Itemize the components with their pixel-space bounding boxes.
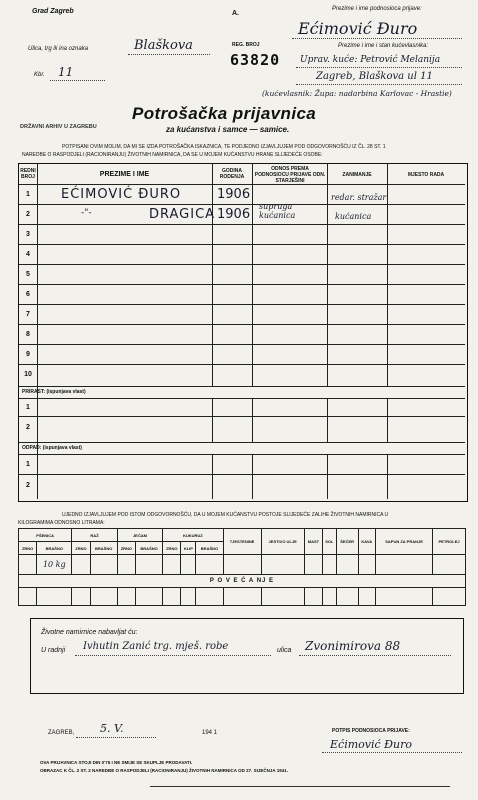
person-occupation: redar. stražar [331,193,387,202]
footer-line-1: OVA PRIJAVNICA STOJI DIN 0'75 I NE SMIJE SE SKUPLJE PRODAVATI. [40,760,193,765]
kbr-underline [50,80,105,81]
purchase-street-value: Zvonimirova 88 [305,639,401,653]
decrease-label: ODPAD: (ispunjava vlast) [22,445,82,451]
sub-header: BRAŠNO [196,542,223,555]
group-header: RAŽ [72,529,117,542]
col-header: PETROLEJ [433,529,466,555]
col-num-header: REDNI BROJ [20,168,36,180]
purchase-street-underline [299,655,451,656]
signature-year: 194 1 [202,730,218,736]
manager-value-1: Uprav. kuće: Petrović Melanija [300,55,441,65]
city-label: Grad Zagreb [32,8,74,15]
street-label: Ulica, trg ili ina oznaka [28,46,89,52]
person-occupation: kućanica [335,212,372,221]
signature-value: Ećimović Đuro [330,738,412,751]
reserves-table [18,528,466,606]
row-num: 7 [26,311,30,318]
person-relation: supruga kućanica [259,202,296,220]
kbr-value: 11 [58,65,74,79]
form-title: Potrošačka prijavnica [132,104,317,123]
signature-underline [322,752,462,753]
form-subtitle: za kućanstva i samce — samice. [166,125,290,134]
intro-line-1: POTPISANI OVIM MOLIM, DA MI SE IZDA POTROŠAČKA ISKAZNICA, TE PODJEDNO IZJAVLJUJEM POD ODGOVORNOŠĆU IZ ČL. 28 ST. 1 [62,144,386,150]
sub-header: ZRNO [117,542,135,555]
shop-underline [75,655,271,656]
person-name: EĆIMOVIĆ ĐURO [61,187,182,202]
sub-header: BRAŠNO [90,542,117,555]
manager-value-3: (kućevlasnik: Župa: nadarbina Karlovac - Hrastie) [262,89,452,98]
date-underline [76,737,156,738]
reserves-text-2: KILOGRAMIMA ODNOSNO LITRAMA: [18,520,105,526]
col-name-header: PREZIME I IME [99,171,150,178]
col-workplace-header: MJESTO RADA [407,172,445,178]
form-letter: A. [232,10,239,17]
person-name: DRAGICA [149,207,216,222]
row-num: 1 [26,191,30,198]
street-underline [128,54,210,55]
reg-number: 63820 [230,51,281,69]
persons-table [18,163,468,502]
col-header: TJESTENINE [223,529,261,555]
col-header: SAPUN ZA PRANJE [375,529,432,555]
purchase-box [30,618,464,694]
sub-header: ZRNO [163,542,181,555]
row-num: 9 [26,351,30,358]
person-year: 1906 [217,207,251,222]
applicant-label: Prezime i ime podnosioca prijave: [332,6,422,12]
sub-header: BRAŠNO [37,542,72,555]
col-header: SOL [323,529,337,555]
col-header: KAVA [358,529,375,555]
group-header: KUKURUZ [163,529,223,542]
shop-label: U radnji [41,647,66,654]
col-header: MAST [304,529,322,555]
bottom-edge-strip [150,786,450,797]
purchase-street-label: ulica [277,647,292,654]
group-header: PŠENICA [19,529,72,542]
manager-underline-2 [296,84,462,85]
person-year: 1906 [217,187,251,202]
kbr-label: Kbr. [34,72,45,78]
footer-line-2: OBRAZAC K ČL. 2 ST. 2 NAREDBE O RASPODJELI (RACIONIRANJU) ŽIVOTNIH NAMIRNICA OD 27. SIJEČNJA 1941. [40,768,288,773]
manager-label: Prezime i ime i stan kućevlasnika: [338,43,429,49]
wheat-flour-value: 10 kg [37,555,72,575]
purchase-label: Životne namirnice nabavljat ću: [41,629,138,636]
manager-value-2: Zagreb, Blaškova ul 11 [316,71,433,82]
applicant-value: Ećimović Đuro [298,19,418,38]
signature-date: 5. V. [100,722,124,735]
increase-row-num: 2 [26,424,30,431]
increase-row-label: P O V E Ć A NJ E [19,575,466,588]
manager-underline-1 [296,67,462,68]
increase-row-num: 1 [26,404,30,411]
col-year-header: GODINA RODENJA [219,168,245,180]
signature-city: ZAGREB, [48,730,75,736]
street-value: Blaškova [134,38,193,53]
col-header: ŠEĆER [336,529,358,555]
group-header: JEČAM [117,529,162,542]
col-occupation-header: ZANIMANJE [342,172,372,178]
reg-label: REG. BROJ [232,42,260,48]
row-num: 8 [26,331,30,338]
sub-header: ZRNO [19,542,37,555]
col-relation-header: ODNOS PREMA PODNOSIOCU PRIJAVE ODN. STARJEŠINI [254,166,326,184]
decrease-row-num: 1 [26,461,30,468]
row-num: 2 [26,211,30,218]
decrease-row-num: 2 [26,482,30,489]
sub-header: ZRNO [72,542,90,555]
row-num: 10 [24,371,32,378]
row-num: 5 [26,271,30,278]
signature-label: POTPIS PODNOSIOCA PRIJAVE: [332,728,410,734]
row-num: 6 [26,291,30,298]
col-header: JESTIVO ULJE [261,529,304,555]
applicant-underline [292,38,462,39]
intro-line-2: NAREDBE O RASPODJELI (RACIONIRANJU) ŽIVOTNIH NAMIRNICA, DA SE U MOJEM KUĆANSTVU HRANE SLIJEDEĆE OSOBE: [22,152,323,158]
sub-header: KLIP [181,542,196,555]
row-num: 4 [26,251,30,258]
shop-value: Ivhutin Zanić trg. mješ. robe [83,641,229,652]
reserves-text-1: UJEDNO IZJAVLJUJEM POD ISTOM ODGOVORNOŠĆU, DA U MOJEM KUĆANSTVU POSTOJE SLIJEDEĆE ZALIHE ŽIVOTNIH NAMIRNICA U [62,512,389,518]
increase-label: PRIRAST: (ispunjava vlast) [22,389,86,395]
archive-stamp: DRŽAVNI ARHIV U ZAGREBU [20,124,97,130]
sub-header: BRAŠNO [136,542,163,555]
ditto-mark: -"- [81,208,92,218]
row-num: 3 [26,231,30,238]
